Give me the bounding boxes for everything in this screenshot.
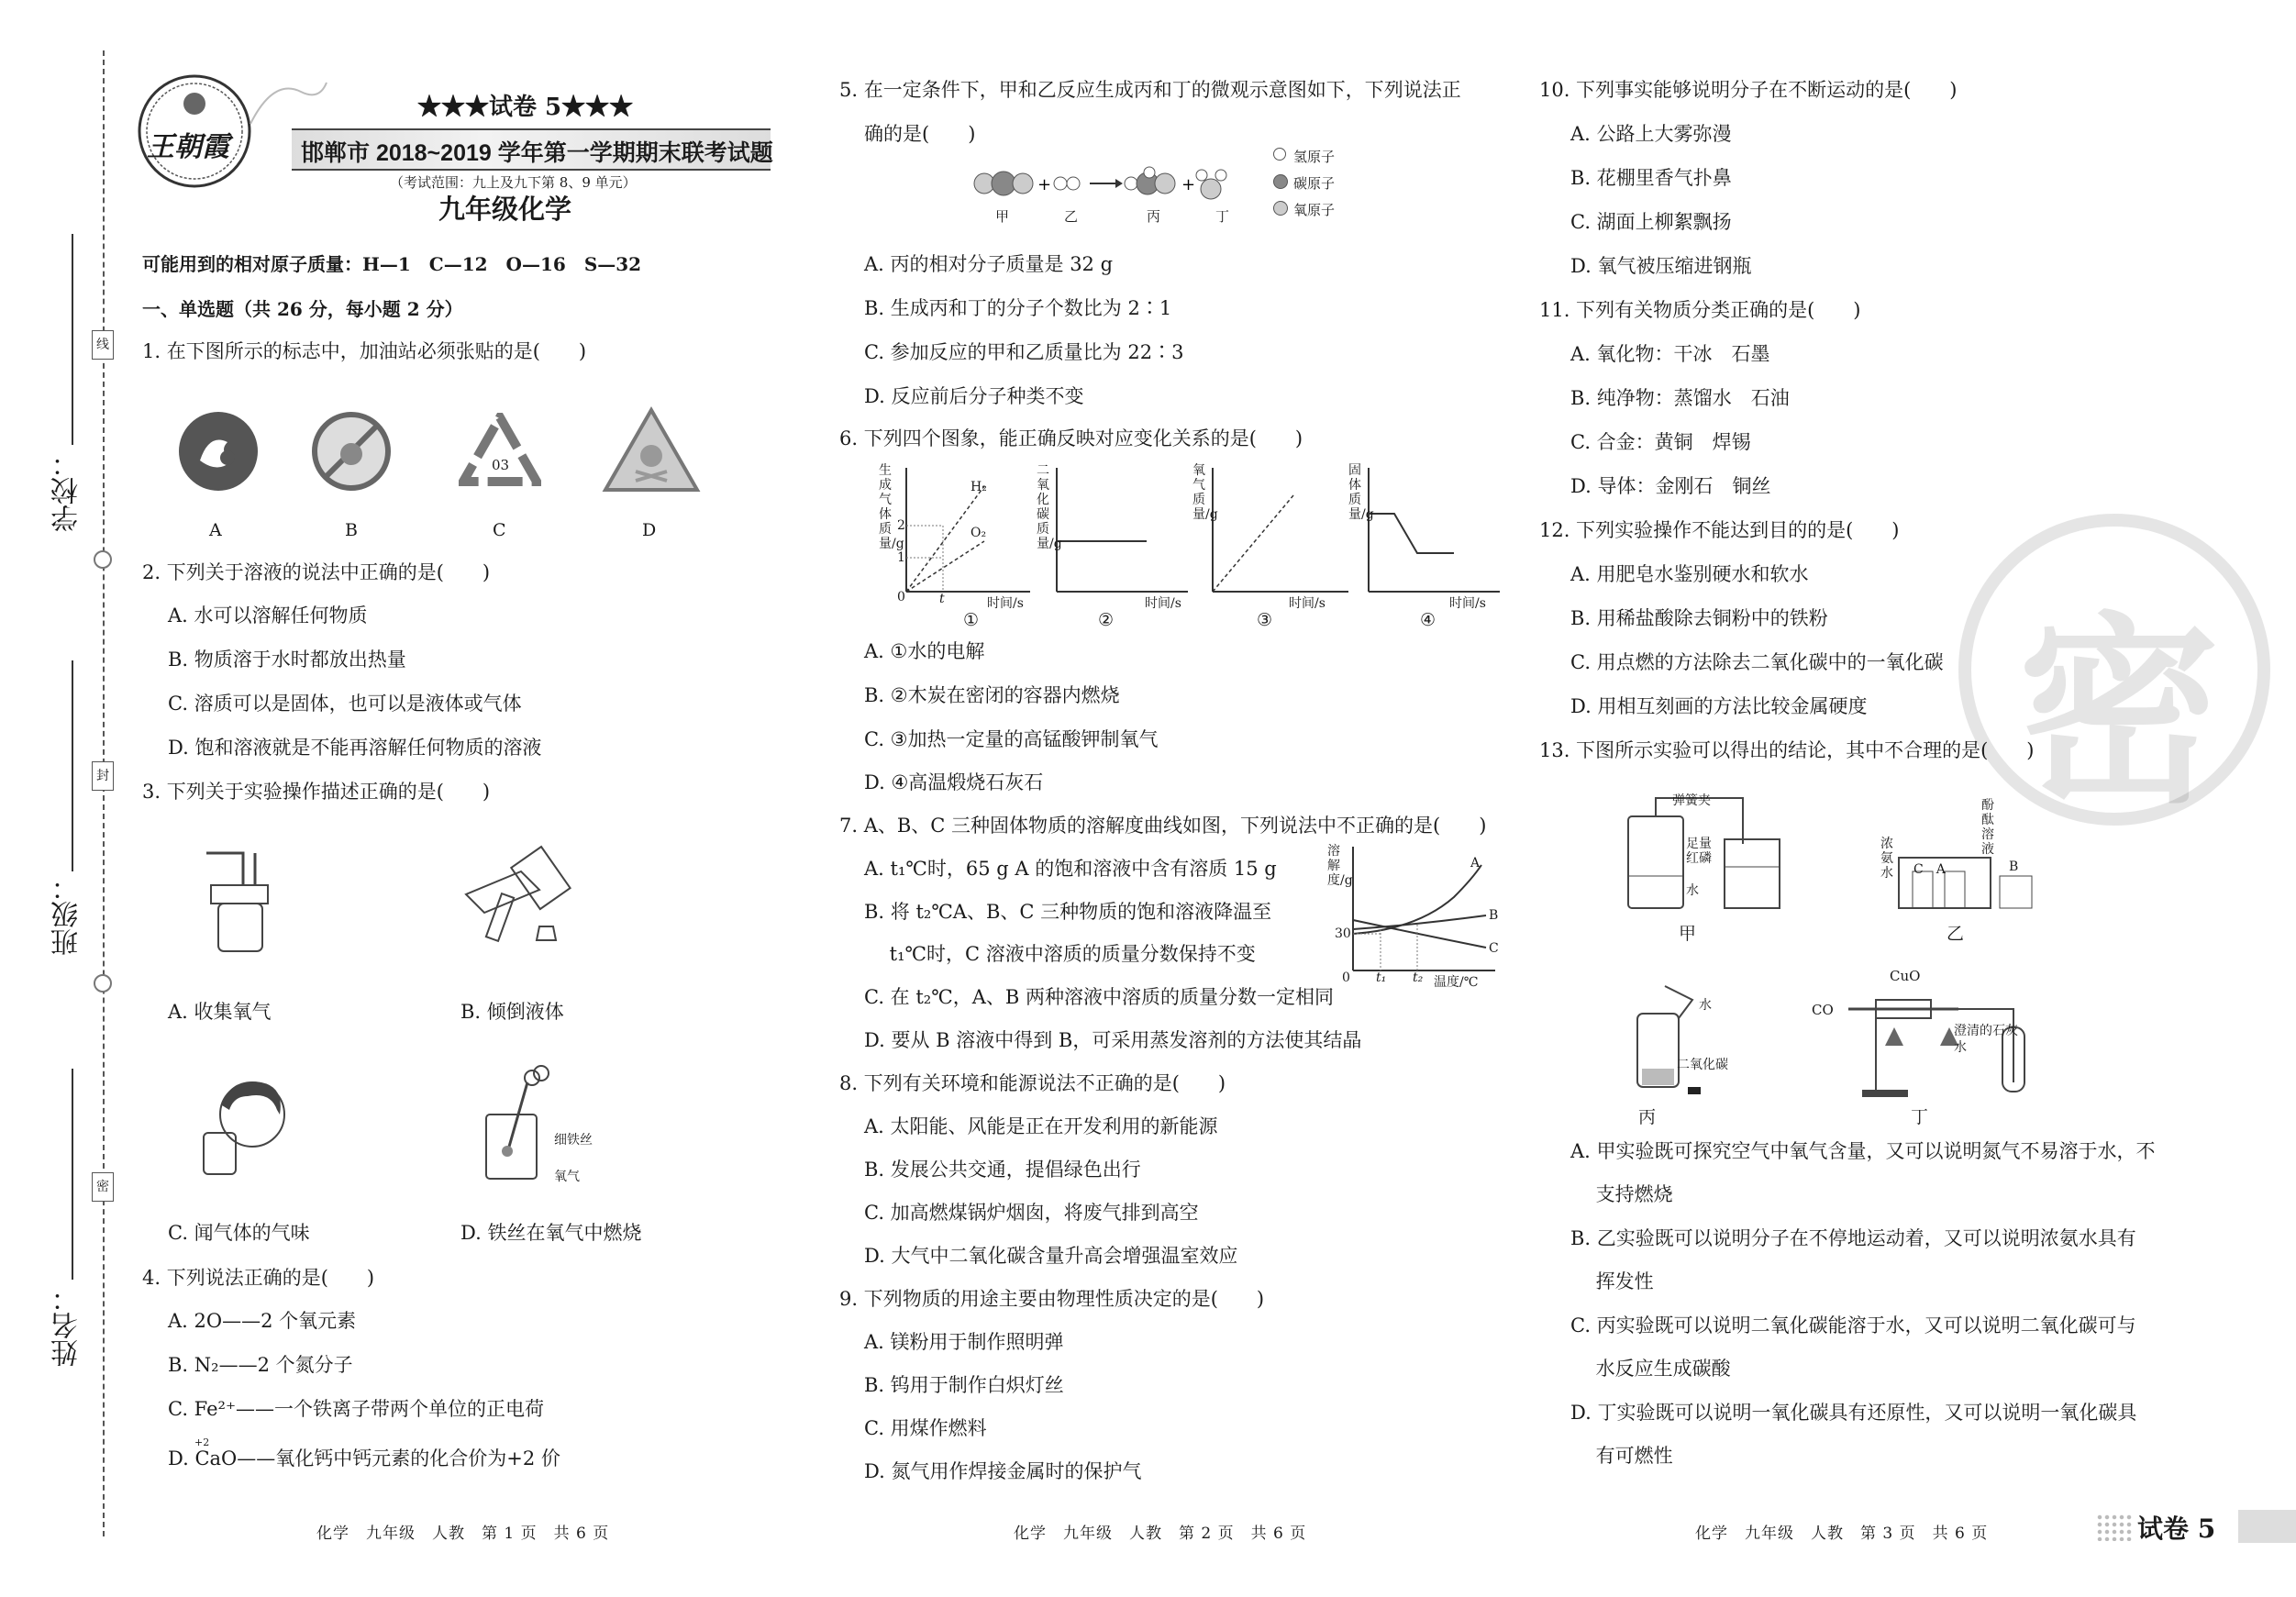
q4-option-b: B. N₂——2 个氮分子	[168, 1354, 353, 1376]
q4-option-d: D. CaO——氧化钙中钙元素的化合价为+2 价	[168, 1447, 560, 1469]
q2-option-c: C. 溶质可以是固体，也可以是液体或气体	[168, 693, 522, 715]
q6-graph-1	[879, 463, 1035, 611]
q13-yi-ammonia: 浓氨水	[1880, 837, 1893, 881]
q6-g1-ylabel: 生成气体质量/g	[879, 463, 904, 551]
q13-ding-cuo: CuO	[1890, 968, 1921, 984]
q5-legend-hydrogen-icon	[1273, 148, 1286, 161]
q12-option-b: B. 用稀盐酸除去铜粉中的铁粉	[1570, 607, 1828, 629]
q2-option-a: A. 水可以溶解任何物质	[168, 604, 368, 627]
q2-option-b: B. 物质溶于水时都放出热量	[168, 649, 406, 671]
q7-option-a: A. t₁℃时，65 g A 的饱和溶液中含有溶质 15 g	[864, 858, 1277, 880]
q6-graph-3	[1192, 463, 1353, 611]
svg-text:+: +	[1181, 175, 1196, 194]
seal-mark-line: 线	[92, 330, 114, 360]
seal-mark-feng: 封	[92, 761, 114, 791]
q7-curve-b: B	[1489, 908, 1499, 923]
class-underline	[72, 660, 73, 871]
q7-solubility-graph	[1325, 842, 1500, 989]
q13-jia-clamp: 弹簧夹	[1672, 793, 1711, 808]
q7-t1: t₁	[1376, 970, 1387, 985]
q6-option-a: A. ①水的电解	[864, 640, 985, 662]
name-label: 姓名：	[51, 1284, 83, 1367]
q5-name-jia: 甲	[995, 208, 1010, 225]
q2-option-d: D. 饱和溶液就是不能再溶解任何物质的溶液	[168, 737, 542, 759]
q13-option-a: A. 甲实验既可探究空气中氧气含量，又可以说明氮气不易溶于水，不	[1570, 1140, 2156, 1162]
q7-option-b-cont: t₁℃时，C 溶液中溶质的质量分数保持不变	[864, 943, 1256, 965]
q4-option-c: C. Fe²⁺——一个铁离子带两个单位的正电荷	[168, 1398, 545, 1420]
q11-stem: 11. 下列有关物质分类正确的是( )	[1539, 299, 1861, 321]
q3-stem: 3. 下列关于实验操作描述正确的是( )	[142, 781, 491, 803]
q5-stem: 5. 在一定条件下，甲和乙反应生成丙和丁的微观示意图如下，下列说法正	[839, 79, 1461, 101]
binding-hole-2	[94, 974, 112, 993]
exam-title: 邯郸市 2018~2019 学年第一学期期末联考试题	[301, 140, 773, 166]
q13-yi-abc: C A	[1913, 862, 1946, 877]
q3-d-label-wire: 细铁丝	[554, 1133, 593, 1148]
seal-mark-mi: 密	[92, 1172, 114, 1202]
q1-label-c: C	[493, 520, 506, 540]
q11-option-d: D. 导体：金刚石 铜丝	[1570, 475, 1771, 497]
q4-stem: 4. 下列说法正确的是( )	[142, 1267, 375, 1289]
q7-curve-c: C	[1489, 941, 1499, 956]
q3-option-b: B. 倾倒液体	[460, 1001, 564, 1023]
sign-c-recycle-icon	[459, 413, 541, 494]
q12-option-d: D. 用相互刻画的方法比较金属硬度	[1570, 695, 1868, 717]
exam-scope: （考试范围：九上及九下第 8、9 单元）	[390, 174, 637, 191]
sign-b-no-smoking-icon	[310, 410, 393, 496]
q1-label-a: A	[209, 520, 222, 540]
q3-a-gas-bottle-icon	[202, 848, 275, 958]
corner-bar	[2238, 1510, 2296, 1543]
q3-option-d: D. 铁丝在氧气中燃烧	[460, 1222, 642, 1244]
q6-label-1: ①	[963, 610, 980, 630]
q5-name-bing: 丙	[1147, 208, 1161, 225]
q6-g3-xlabel: 时间/s	[1289, 596, 1325, 611]
svg-text:+: +	[1037, 175, 1052, 194]
q3-option-c: C. 闻气体的气味	[168, 1222, 310, 1244]
q6-g1-o2: O₂	[971, 526, 987, 540]
q13-bing-water: 水	[1699, 998, 1712, 1013]
q6-g4-ylabel: 固体质量/g	[1348, 463, 1374, 522]
q6-label-3: ③	[1257, 610, 1273, 630]
stamp-char: 密	[2018, 593, 2221, 830]
header-ribbon-decor	[246, 73, 328, 128]
q7-t2: t₂	[1413, 970, 1424, 985]
q7-option-c: C. 在 t₂℃，A、B 两种溶液中溶质的质量分数一定相同	[864, 986, 1334, 1008]
q7-curve-a: A	[1470, 856, 1481, 871]
school-label: 学校：	[51, 449, 83, 532]
q6-option-b: B. ②木炭在密闭的容器内燃烧	[864, 684, 1120, 706]
q5-stem-2: 确的是( )	[864, 123, 976, 145]
q13-option-d: D. 丁实验既可以说明一氧化碳具有还原性，又可以说明一氧化碳具	[1570, 1402, 2137, 1424]
q6-g1-t: t	[939, 592, 945, 606]
q8-stem: 8. 下列有关环境和能源说法不正确的是( )	[839, 1072, 1226, 1094]
q6-graph-2	[1037, 463, 1192, 611]
q7-zero: 0	[1342, 970, 1350, 985]
q9-option-b: B. 钨用于制作白炽灯丝	[864, 1374, 1064, 1396]
q12-option-a: A. 用肥皂水鉴别硬水和软水	[1570, 563, 1809, 585]
sign-c-text: 03	[492, 457, 510, 473]
q13-stem: 13. 下图所示实验可以得出的结论，其中不合理的是( )	[1539, 739, 2035, 761]
q5-legend-carbon-icon	[1273, 174, 1288, 189]
q13-ding-lime: 澄清的石灰水	[1954, 1024, 2018, 1055]
q6-g1-v1: 1	[897, 550, 905, 565]
q1-stem: 1. 在下图所示的标志中，加油站必须张贴的是( )	[142, 340, 587, 362]
footer-page-3: 化学 九年级 人教 第 3 页 共 6 页	[1695, 1525, 1989, 1543]
q7-option-b: B. 将 t₂℃A、B、C 三种物质的饱和溶液降温至	[864, 901, 1272, 923]
sign-a-fire-icon	[177, 410, 260, 496]
q4-d-superscript: +2	[194, 1436, 210, 1448]
q13-label-yi: 乙	[1947, 924, 1965, 944]
q13-bing-co2: 二氧化碳	[1677, 1058, 1728, 1072]
corner-dots-decor	[2096, 1514, 2133, 1541]
q13-option-d-cont: 有可燃性	[1570, 1445, 1673, 1467]
q5-option-b: B. 生成丙和丁的分子个数比为 2∶1	[864, 297, 1172, 319]
section-heading: 一、单选题（共 26 分，每小题 2 分）	[142, 298, 463, 320]
q6-graph-4	[1348, 463, 1504, 611]
school-underline	[72, 234, 73, 445]
sidebar-dashed-line	[103, 50, 105, 1536]
class-label: 班级：	[51, 873, 83, 956]
q13-jia-water: 水	[1686, 883, 1699, 898]
q7-ylabel: 溶解度/g	[1327, 844, 1353, 888]
q3-d-label-oxygen: 氧气	[554, 1170, 580, 1184]
q3-option-a: A. 收集氧气	[168, 1001, 272, 1023]
q8-option-b: B. 发展公共交通，提倡绿色出行	[864, 1159, 1141, 1181]
q5-option-c: C. 参加反应的甲和乙质量比为 22∶3	[864, 341, 1184, 363]
atomic-masses: 可能用到的相对原子质量：H—1 C—12 O—16 S—32	[142, 253, 642, 275]
q8-option-c: C. 加高燃煤锅炉烟囱，将废气排到高空	[864, 1202, 1199, 1224]
q6-label-4: ④	[1420, 610, 1436, 630]
q13-label-ding: 丁	[1911, 1107, 1929, 1127]
subject-title: 九年级化学	[438, 194, 572, 225]
q8-option-d: D. 大气中二氧化碳含量升高会增强温室效应	[864, 1245, 1238, 1267]
binding-hole-1	[94, 550, 112, 569]
q6-label-2: ②	[1098, 610, 1115, 630]
q9-option-a: A. 镁粉用于制作照明弹	[864, 1331, 1064, 1353]
q13-label-bing: 丙	[1638, 1107, 1657, 1127]
corner-badge: 试卷 5	[2137, 1514, 2216, 1544]
q6-g3-ylabel: 氧气质量/g	[1192, 463, 1218, 522]
q13-yi-phenol: 酚酞溶液	[1981, 798, 1994, 857]
q10-option-c: C. 湖面上柳絮飘扬	[1570, 211, 1732, 233]
q5-name-ding: 丁	[1215, 208, 1230, 225]
q9-stem: 9. 下列物质的用途主要由物理性质决定的是( )	[839, 1288, 1265, 1310]
q5-legend-hydrogen: 氢原子	[1293, 149, 1336, 165]
q9-option-d: D. 氮气用作焊接金属时的保护气	[864, 1460, 1142, 1482]
q10-option-b: B. 花棚里香气扑鼻	[1570, 167, 1732, 189]
q6-g2-xlabel: 时间/s	[1145, 596, 1181, 611]
q2-stem: 2. 下列关于溶液的说法中正确的是( )	[142, 561, 491, 583]
q11-option-c: C. 合金：黄铜 焊锡	[1570, 431, 1751, 453]
q3-b-pouring-icon	[457, 839, 594, 962]
q4-option-a: A. 2O——2 个氧元素	[168, 1310, 357, 1332]
footer-page-2: 化学 九年级 人教 第 2 页 共 6 页	[1014, 1525, 1307, 1543]
logo-text: 王朝霞	[147, 131, 229, 163]
q6-option-d: D. ④高温煅烧石灰石	[864, 771, 1044, 793]
q1-label-d: D	[642, 520, 657, 540]
q5-molecule-diagram	[971, 163, 1250, 222]
q5-option-d: D. 反应前后分子种类不变	[864, 385, 1084, 407]
q11-option-a: A. 氧化物：干冰 石墨	[1570, 343, 1770, 365]
q3-c-smelling-icon	[193, 1069, 294, 1182]
q12-stem: 12. 下列实验操作不能达到目的的是( )	[1539, 519, 1900, 541]
q13-option-b-cont: 挥发性	[1570, 1270, 1654, 1292]
q5-legend-oxygen: 氧原子	[1293, 202, 1336, 218]
q10-option-d: D. 氧气被压缩进钢瓶	[1570, 255, 1752, 277]
q5-legend-carbon: 碳原子	[1293, 175, 1336, 192]
q7-y30: 30	[1335, 926, 1351, 941]
q12-option-c: C. 用点燃的方法除去二氧化碳中的一氧化碳	[1570, 651, 1944, 673]
q3-d-iron-wire-icon	[477, 1059, 550, 1192]
name-underline	[72, 1069, 73, 1280]
q7-xlabel: 温度/℃	[1434, 975, 1479, 990]
q10-option-a: A. 公路上大雾弥漫	[1570, 123, 1732, 145]
q13-label-jia: 甲	[1679, 924, 1697, 944]
q13-jia-phos: 足量红磷	[1686, 837, 1712, 866]
q6-stem: 6. 下列四个图象，能正确反映对应变化关系的是( )	[839, 427, 1303, 449]
q6-g1-v2: 2	[897, 518, 905, 533]
q1-label-b: B	[345, 520, 358, 540]
q8-option-a: A. 太阳能、风能是正在开发利用的新能源	[864, 1115, 1218, 1137]
q11-option-b: B. 纯净物：蒸馏水 石油	[1570, 387, 1790, 409]
q13-option-c: C. 丙实验既可以说明二氧化碳能溶于水，又可以说明二氧化碳可与	[1570, 1314, 2136, 1336]
paper-badge: ★★★试卷 5★★★	[417, 94, 634, 121]
q7-option-d: D. 要从 B 溶液中得到 B，可采用蒸发溶剂的方法使其结晶	[864, 1029, 1362, 1051]
q7-stem: 7. A、B、C 三种固体物质的溶解度曲线如图，下列说法中不正确的是( )	[839, 815, 1487, 837]
q9-option-c: C. 用煤作燃料	[864, 1417, 987, 1439]
q6-g4-xlabel: 时间/s	[1449, 596, 1486, 611]
q6-g1-h2: H₂	[971, 480, 987, 494]
q5-name-yi: 乙	[1064, 208, 1079, 225]
sign-d-toxic-icon	[601, 405, 702, 501]
footer-page-1: 化学 九年级 人教 第 1 页 共 6 页	[316, 1525, 610, 1543]
q6-g2-ylabel: 二氧化碳质量/g	[1037, 463, 1062, 551]
q13-ding-co: CO	[1812, 1002, 1834, 1018]
q10-stem: 10. 下列事实能够说明分子在不断运动的是( )	[1539, 79, 1958, 101]
q13-option-a-cont: 支持燃烧	[1570, 1183, 1673, 1205]
q13-option-c-cont: 水反应生成碳酸	[1570, 1358, 1731, 1380]
q13-yi-b: B	[2009, 859, 2019, 874]
q5-legend-oxygen-icon	[1273, 201, 1288, 216]
q6-g1-zero: 0	[897, 590, 905, 604]
q5-option-a: A. 丙的相对分子质量是 32 g	[864, 253, 1114, 275]
q13-option-b: B. 乙实验既可以说明分子在不停地运动着，又可以说明浓氨水具有	[1570, 1227, 2136, 1249]
q6-option-c: C. ③加热一定量的高锰酸钾制氧气	[864, 728, 1159, 750]
q6-g1-xlabel: 时间/s	[987, 596, 1024, 611]
